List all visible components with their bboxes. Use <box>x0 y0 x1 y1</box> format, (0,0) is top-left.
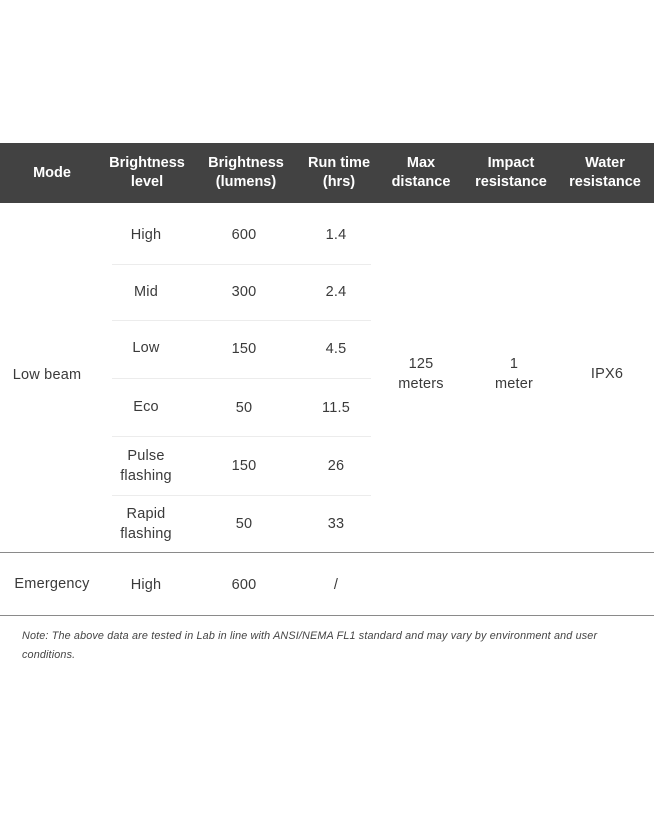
table-header <box>0 143 654 203</box>
row-divider <box>112 264 371 265</box>
runtime-cell: 11.5 <box>322 400 350 416</box>
level-cell: High <box>130 577 162 593</box>
header-water-resistance: Water resistance <box>569 155 641 190</box>
impact-resistance-cell: 1 meter <box>494 356 534 392</box>
runtime-cell: 26 <box>327 458 345 474</box>
lumens-cell: 600 <box>231 577 257 593</box>
level-cell: Eco <box>133 399 159 415</box>
header-brightness-lumens: Brightness (lumens) <box>208 155 284 190</box>
runtime-cell: 2.4 <box>325 284 347 300</box>
row-divider <box>112 436 371 437</box>
level-cell: Low <box>132 340 160 356</box>
table-bottom-rule <box>0 615 654 616</box>
header-max-distance: Max distance <box>391 155 451 190</box>
header-brightness-level: Brightness level <box>109 155 185 190</box>
lumens-cell: 150 <box>231 458 257 474</box>
mode-cell: Low beam <box>12 367 82 383</box>
lumens-cell: 300 <box>231 284 257 300</box>
level-cell: Rapid flashing <box>120 506 172 542</box>
header-impact-resistance: Impact resistance <box>475 155 547 190</box>
row-divider <box>112 320 371 321</box>
header-run-time: Run time (hrs) <box>307 155 371 190</box>
lumens-cell: 600 <box>231 227 257 243</box>
footnote: Note: The above data are tested in Lab in line with ANSI/NEMA FL1 standard and may vary by environment and user conditions. <box>22 630 598 661</box>
runtime-cell: 1.4 <box>325 227 347 243</box>
lumens-cell: 50 <box>235 516 253 532</box>
lumens-cell: 150 <box>231 341 257 357</box>
mode-cell: Emergency <box>14 576 90 592</box>
runtime-cell: / <box>333 577 339 593</box>
max-distance-cell: 125 meters <box>398 356 444 392</box>
header-mode: Mode <box>33 164 71 181</box>
level-cell: Mid <box>134 284 158 300</box>
runtime-cell: 33 <box>327 516 345 532</box>
level-cell: Pulse flashing <box>120 448 172 484</box>
runtime-cell: 4.5 <box>325 341 347 357</box>
lumens-cell: 50 <box>235 400 253 416</box>
row-divider <box>112 378 371 379</box>
group-divider <box>0 552 654 553</box>
row-divider <box>112 495 371 496</box>
water-resistance-cell: IPX6 <box>590 366 624 382</box>
level-cell: High <box>130 227 162 243</box>
